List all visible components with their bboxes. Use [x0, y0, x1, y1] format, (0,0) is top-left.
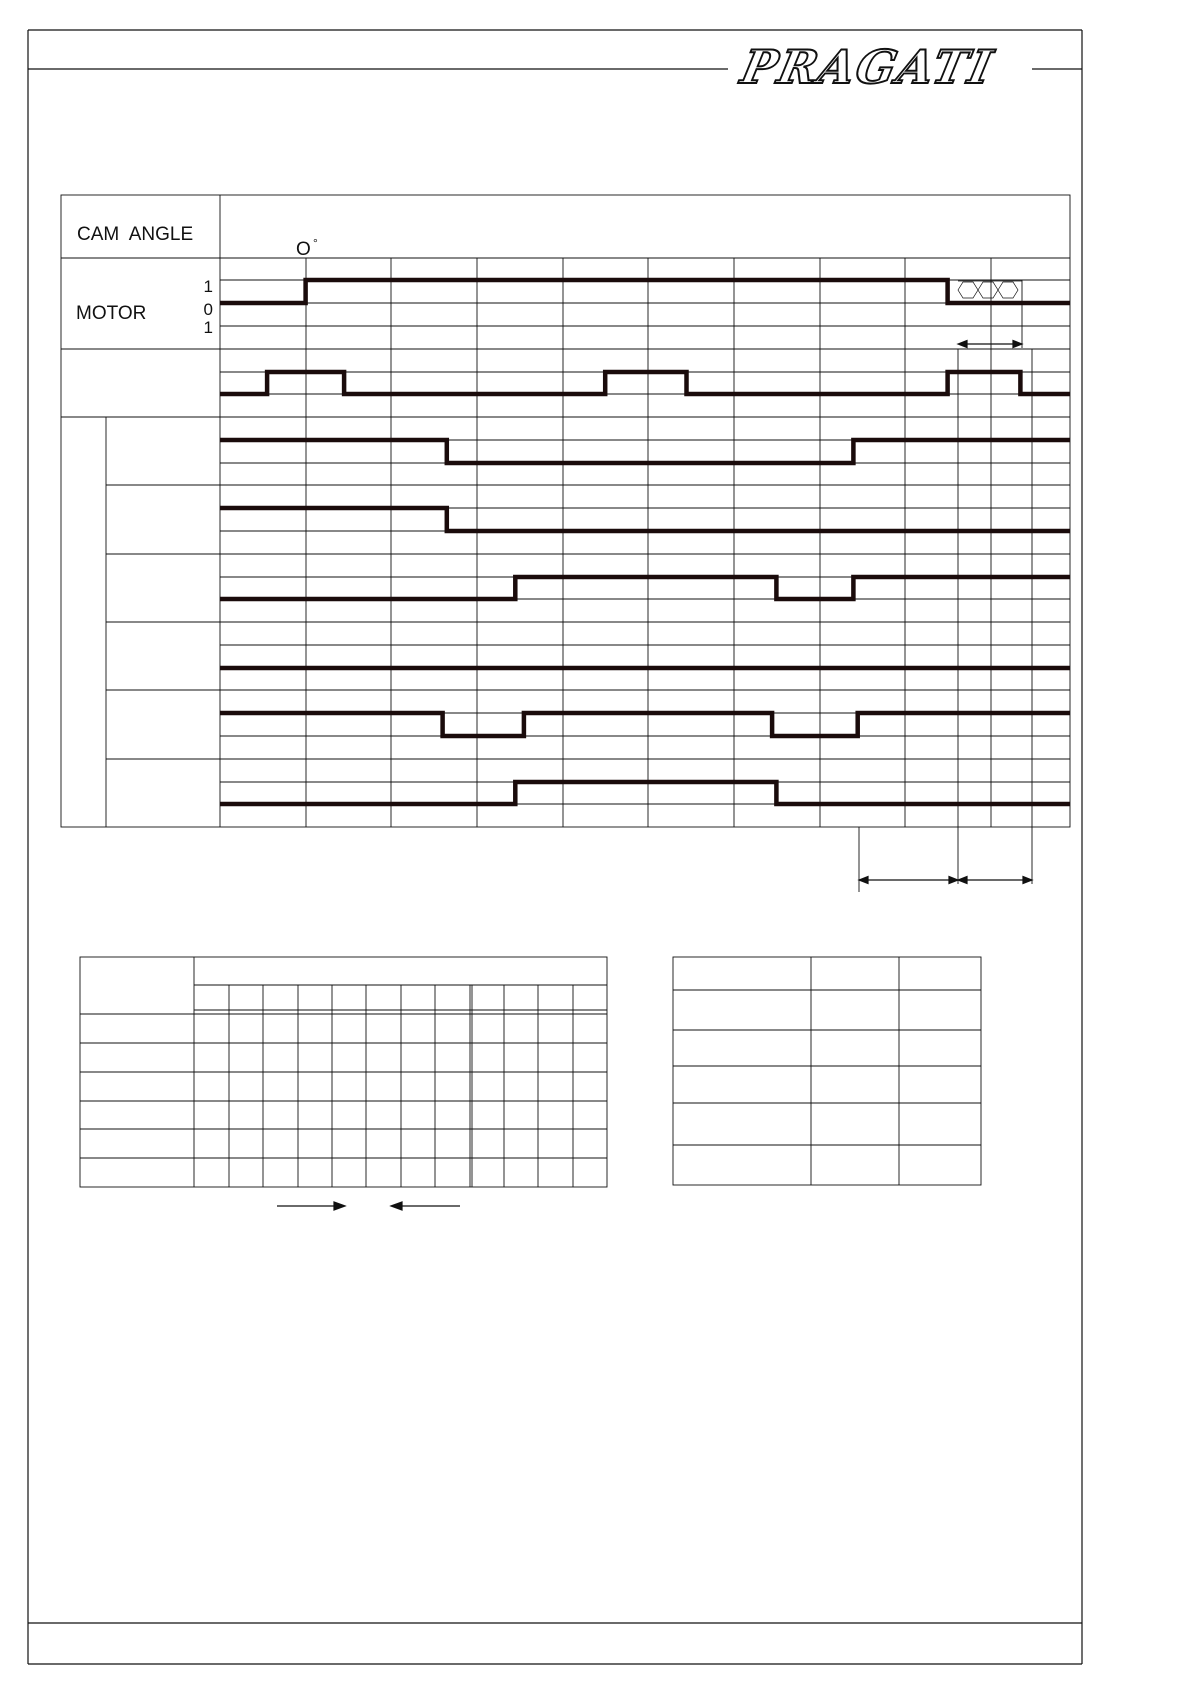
zero-angle-label: O: [296, 239, 311, 260]
waveform-row-1: [220, 440, 1070, 463]
timing-chart: [61, 195, 1070, 892]
motor-label: MOTOR: [76, 303, 147, 324]
motor-level-zero: 0: [203, 300, 213, 319]
left-table: [80, 957, 607, 1187]
direction-arrows: [277, 1202, 460, 1210]
waveform-motor: [220, 280, 1070, 303]
motor-level-high: 1: [203, 277, 213, 296]
waveform-row-3: [220, 577, 1070, 599]
waveform-pulse: [220, 372, 1070, 394]
cam-angle-label: CAM ANGLE: [77, 224, 194, 245]
waveform-row-5: [220, 713, 1070, 736]
waveforms: [220, 280, 1070, 804]
degree-mark: °: [313, 236, 318, 250]
waveform-row-6: [220, 782, 1070, 804]
page-frame: [28, 30, 1082, 1664]
motor-level-low: 1: [203, 318, 213, 337]
right-table: [673, 957, 981, 1185]
motor-hatch-zone: [958, 281, 1022, 298]
waveform-row-2: [220, 508, 1070, 531]
brand-logo: PRAGATI: [736, 39, 999, 94]
